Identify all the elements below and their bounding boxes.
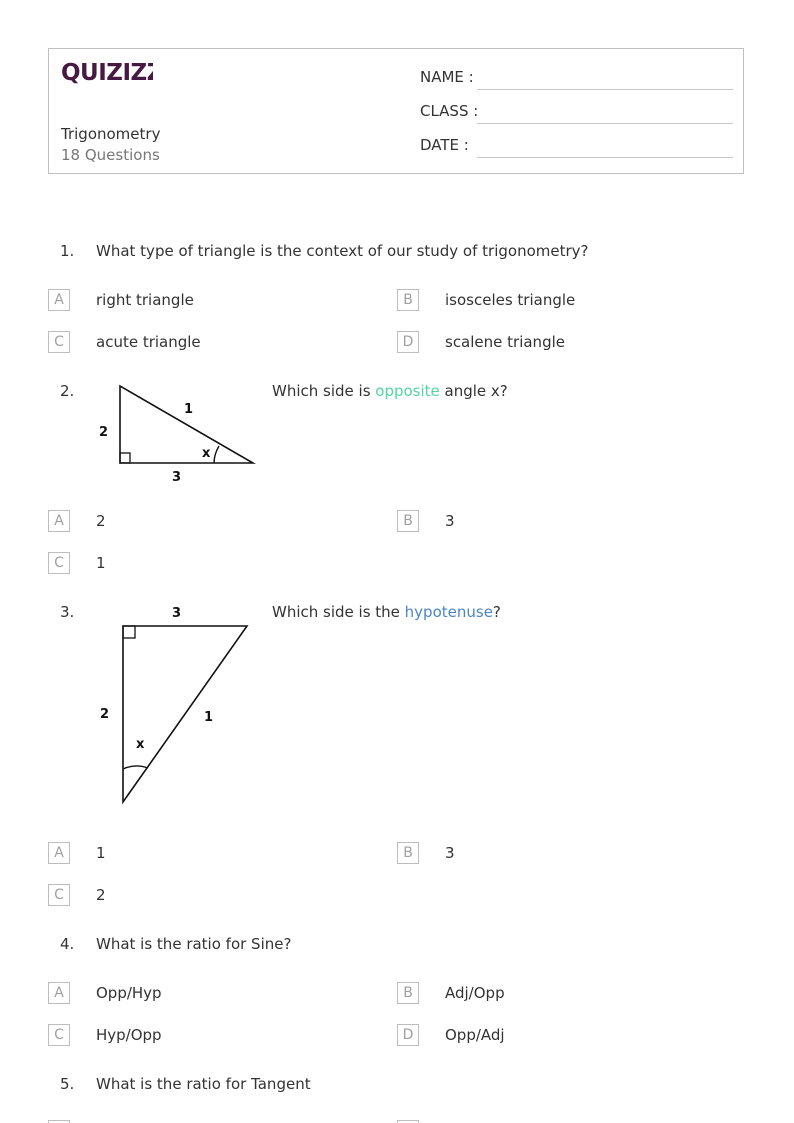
option-text: 3 [445, 512, 455, 530]
question-text-end: angle x? [439, 382, 508, 400]
option-text: Hyp/Opp [96, 1026, 162, 1044]
question-text [272, 382, 508, 400]
option-text: right triangle [96, 291, 194, 309]
option-text: acute triangle [96, 333, 201, 351]
option-text: Opp/Adj [445, 1026, 505, 1044]
name-field[interactable] [477, 89, 733, 90]
side-label-top: 3 [172, 606, 182, 621]
angle-label: x [136, 737, 145, 752]
option-letter-box[interactable]: C [48, 1024, 70, 1046]
option-letter-box[interactable]: C [48, 884, 70, 906]
option-letter-box[interactable]: A [48, 289, 70, 311]
side-label-base: 3 [172, 470, 182, 485]
logo-text: QUIZIZZ [61, 60, 153, 86]
option-letter-box[interactable]: D [397, 331, 419, 353]
option-text: Adj/Opp [445, 984, 505, 1002]
question-text [272, 603, 501, 621]
keyword-opposite: opposite [375, 382, 440, 400]
option-text: 1 [96, 554, 106, 572]
date-label: DATE : [420, 136, 469, 154]
side-label-vertical: 2 [100, 707, 110, 722]
question-text-end: ? [492, 603, 501, 621]
question-text: What is the ratio for Tangent [96, 1075, 311, 1093]
worksheet-title: Trigonometry [61, 125, 161, 143]
option-text: 1 [96, 844, 106, 862]
angle-arc [214, 446, 219, 463]
side-label-hypotenuse: 1 [184, 402, 194, 417]
class-label: CLASS : [420, 102, 479, 120]
triangle-outline [120, 386, 253, 463]
triangle-outline [123, 626, 247, 802]
option-text: scalene triangle [445, 333, 565, 351]
option-text: isosceles triangle [445, 291, 576, 309]
quizizz-logo [61, 58, 153, 92]
right-angle-marker [120, 453, 130, 463]
option-letter-box[interactable]: C [48, 552, 70, 574]
option-letter-box[interactable]: B [397, 510, 419, 532]
triangle-figure [96, 598, 261, 810]
question-number: 5. [60, 1075, 75, 1093]
option-letter-box[interactable]: A [48, 842, 70, 864]
option-letter-box[interactable]: C [48, 331, 70, 353]
option-letter-box[interactable]: B [397, 842, 419, 864]
question-number: 3. [60, 603, 75, 621]
side-label-vertical: 2 [99, 425, 109, 440]
question-number: 1. [60, 242, 75, 260]
question-number: 2. [60, 382, 75, 400]
option-text: 2 [96, 886, 106, 904]
option-letter-box[interactable]: A [48, 982, 70, 1004]
option-letter-box[interactable]: D [397, 1024, 419, 1046]
option-letter-box[interactable]: A [48, 510, 70, 532]
question-count: 18 Questions [61, 146, 160, 164]
keyword-hypotenuse: hypotenuse [404, 603, 493, 621]
triangle-figure [96, 378, 266, 490]
question-text: What type of triangle is the context of our study of trigonometry? [96, 242, 589, 260]
option-text: Opp/Hyp [96, 984, 162, 1002]
question-text: What is the ratio for Sine? [96, 935, 292, 953]
option-letter-box[interactable]: B [397, 289, 419, 311]
right-angle-marker [123, 626, 135, 638]
option-letter-box[interactable]: B [397, 982, 419, 1004]
side-label-hypotenuse: 1 [204, 710, 214, 725]
option-text: 3 [445, 844, 455, 862]
question-text-start: Which side is [272, 382, 376, 400]
class-field[interactable] [477, 123, 733, 124]
question-number: 4. [60, 935, 75, 953]
option-text: 2 [96, 512, 106, 530]
angle-arc [123, 766, 148, 769]
question-text-start: Which side is the [272, 603, 405, 621]
date-field[interactable] [477, 157, 733, 158]
name-label: NAME : [420, 68, 474, 86]
angle-label: x [202, 446, 211, 461]
